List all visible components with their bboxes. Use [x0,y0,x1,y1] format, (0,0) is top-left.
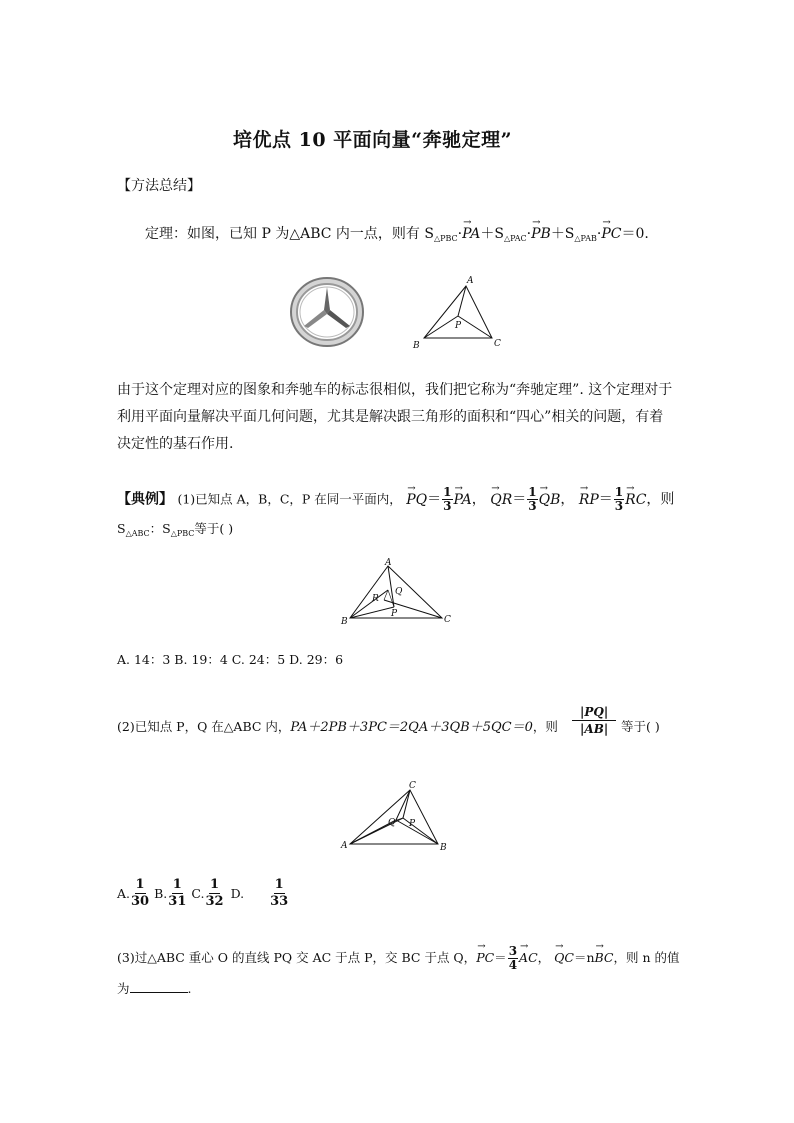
example3-text: (3)过△ABC 重心 O 的直线 PQ 交 AC 于点 P，交 BC 于点 Q， [117,950,477,965]
vector-bc: → BC [595,948,614,968]
option-d-label: D. [230,885,245,901]
example2-equation: PA＋2PB＋3PC＝2QA＋3QB＋5QC＝0 [290,720,533,735]
page-title: 培优点 10 平面向量“奔驰定理” [233,129,513,151]
vector-qr: → QR [490,490,512,510]
example3-wei: 为 [117,981,130,996]
vector-pq: → PQ [406,490,427,510]
example3-tail: ，则 n 的值 [613,950,680,965]
theorem-sub-pab: △PAB [574,234,597,243]
vector-ac: → AC [519,948,538,968]
example2-tail: 等于( ) [621,719,660,734]
option-c-fraction: $\frac{1}{32}$ [205,877,224,909]
paragraph-line-1: 由于这个定理对应的图象和奔驰车的标志很相似，我们把它称为“奔驰定理”. 这个定理对于 [117,382,673,398]
answer-blank[interactable] [130,978,188,993]
label-a: A [385,558,392,568]
label-r: R [372,594,379,604]
example2-options [117,877,289,910]
label-a: A [341,841,348,851]
s-symbol: S [117,521,126,536]
label-p: P [409,819,416,829]
example3-line2 [117,978,192,999]
vector-rc: → RC [625,490,646,510]
label-c: C [494,339,501,349]
option-b-fraction: $\frac{1}{31}$ [168,877,187,909]
colon-s: ：S [149,521,171,536]
example2-fraction [572,704,616,737]
vector-pc: → PC [476,948,494,968]
vector-pa: → PA [462,224,480,244]
fraction-one-third: $\frac{1}{3}$ [528,485,537,513]
frac-pq: |PQ| [572,704,616,721]
option-a-label: A. [117,885,131,901]
label-b: B [440,843,447,853]
figure-triangle-2 [338,556,454,628]
label-p: P [391,609,398,619]
example3-line1: (3)过△ABC 重心 O 的直线 PQ 交 AC 于点 P，交 BC 于点 Q，→ PC＝ $\frac{3}{4}$ → AC， → QC＝n→ BC，则 n 的值 [117,945,679,972]
label-b: B [413,341,420,351]
vector-pc: → PC [601,224,621,244]
n-symbol: ＝n [573,950,595,965]
fraction-three-quarters: $\frac{3}{4}$ [508,944,518,972]
option-c-label: C. [191,885,205,901]
example1-text: (1)已知点 A，B，C，P 在同一平面内， [177,491,402,507]
example3-period: . [187,981,192,996]
label-b: B [341,617,348,627]
sub-pbc: △PBC [170,529,195,538]
example1-options: A. 14：3 B. 19：4 C. 24：5 D. 29：6 [117,652,344,667]
theorem-statement: 定理：如图，已知 P 为△ABC 内一点，则有 $S_{\triangle PBC}\cdot\to PA+S_{\triangle PAC}\cdot\to PB+S_{\triangle PAB}\cdot\to PC=0$. [145,224,649,246]
figure-triangle-1 [408,272,508,354]
fraction-one-third: $\frac{1}{3}$ [614,485,624,513]
theorem-end: ＝0. [621,226,649,242]
example2-then: ，则 [532,719,558,734]
vector-pb: → PB [531,224,551,244]
fraction-one-third: $\frac{1}{3}$ [443,485,452,513]
theorem-sub-pbc: △PBC [433,234,458,243]
option-b-label: B. [154,885,168,901]
vector-qb: → QB [539,490,561,510]
mercedes-logo [288,274,366,350]
sub-abc: △ABC [125,529,150,538]
theorem-plus: ＋S [480,226,504,242]
theorem-sub-pac: △PAC [503,234,527,243]
option-d-fraction: $\frac{1}{33}$ [270,877,289,909]
section-method-heading: 【方法总结】 [117,178,201,194]
example1-then: ，则 [646,491,675,508]
vector-qc: → QC [554,948,574,968]
label-q: Q [395,587,403,597]
label-a: A [467,276,474,286]
example1-line2 [117,519,233,541]
vector-pa: → PA [454,490,472,510]
figure-triangle-3 [338,778,458,854]
example1-tail: 等于( ) [194,521,234,536]
vector-rp: → RP [579,490,599,510]
example2-text: (2)已知点 P，Q 在△ABC 内， [117,719,291,734]
example1-line1: 【典例】 (1)已知点 A，B，C，P 在同一平面内， → PQ＝ $\frac{1}{3}$ → PA， → QR＝ $\frac{1}{3}$ → QB， → RP＝ $\frac{1}{3}$ → RC，则 [117,486,674,513]
label-p: P [455,321,462,331]
example2-line1 [117,717,558,738]
theorem-plus: ＋S [550,226,575,242]
option-a-fraction: $\frac{1}{30}$ [131,877,150,909]
label-c: C [409,781,416,791]
paragraph-line-3: 决定性的基石作用. [117,436,234,452]
theorem-lead: 定理：如图，已知 P 为△ABC 内一点，则有 S [145,226,434,242]
label-c: C [444,615,451,625]
example-tag: 【典例】 [117,491,173,508]
label-q: Q [388,818,396,828]
frac-ab: |AB| [580,722,609,736]
paragraph-line-2: 利用平面向量解决平面几何问题，尤其是解决跟三角形的面积和“四心”相关的问题，有着 [117,409,664,425]
